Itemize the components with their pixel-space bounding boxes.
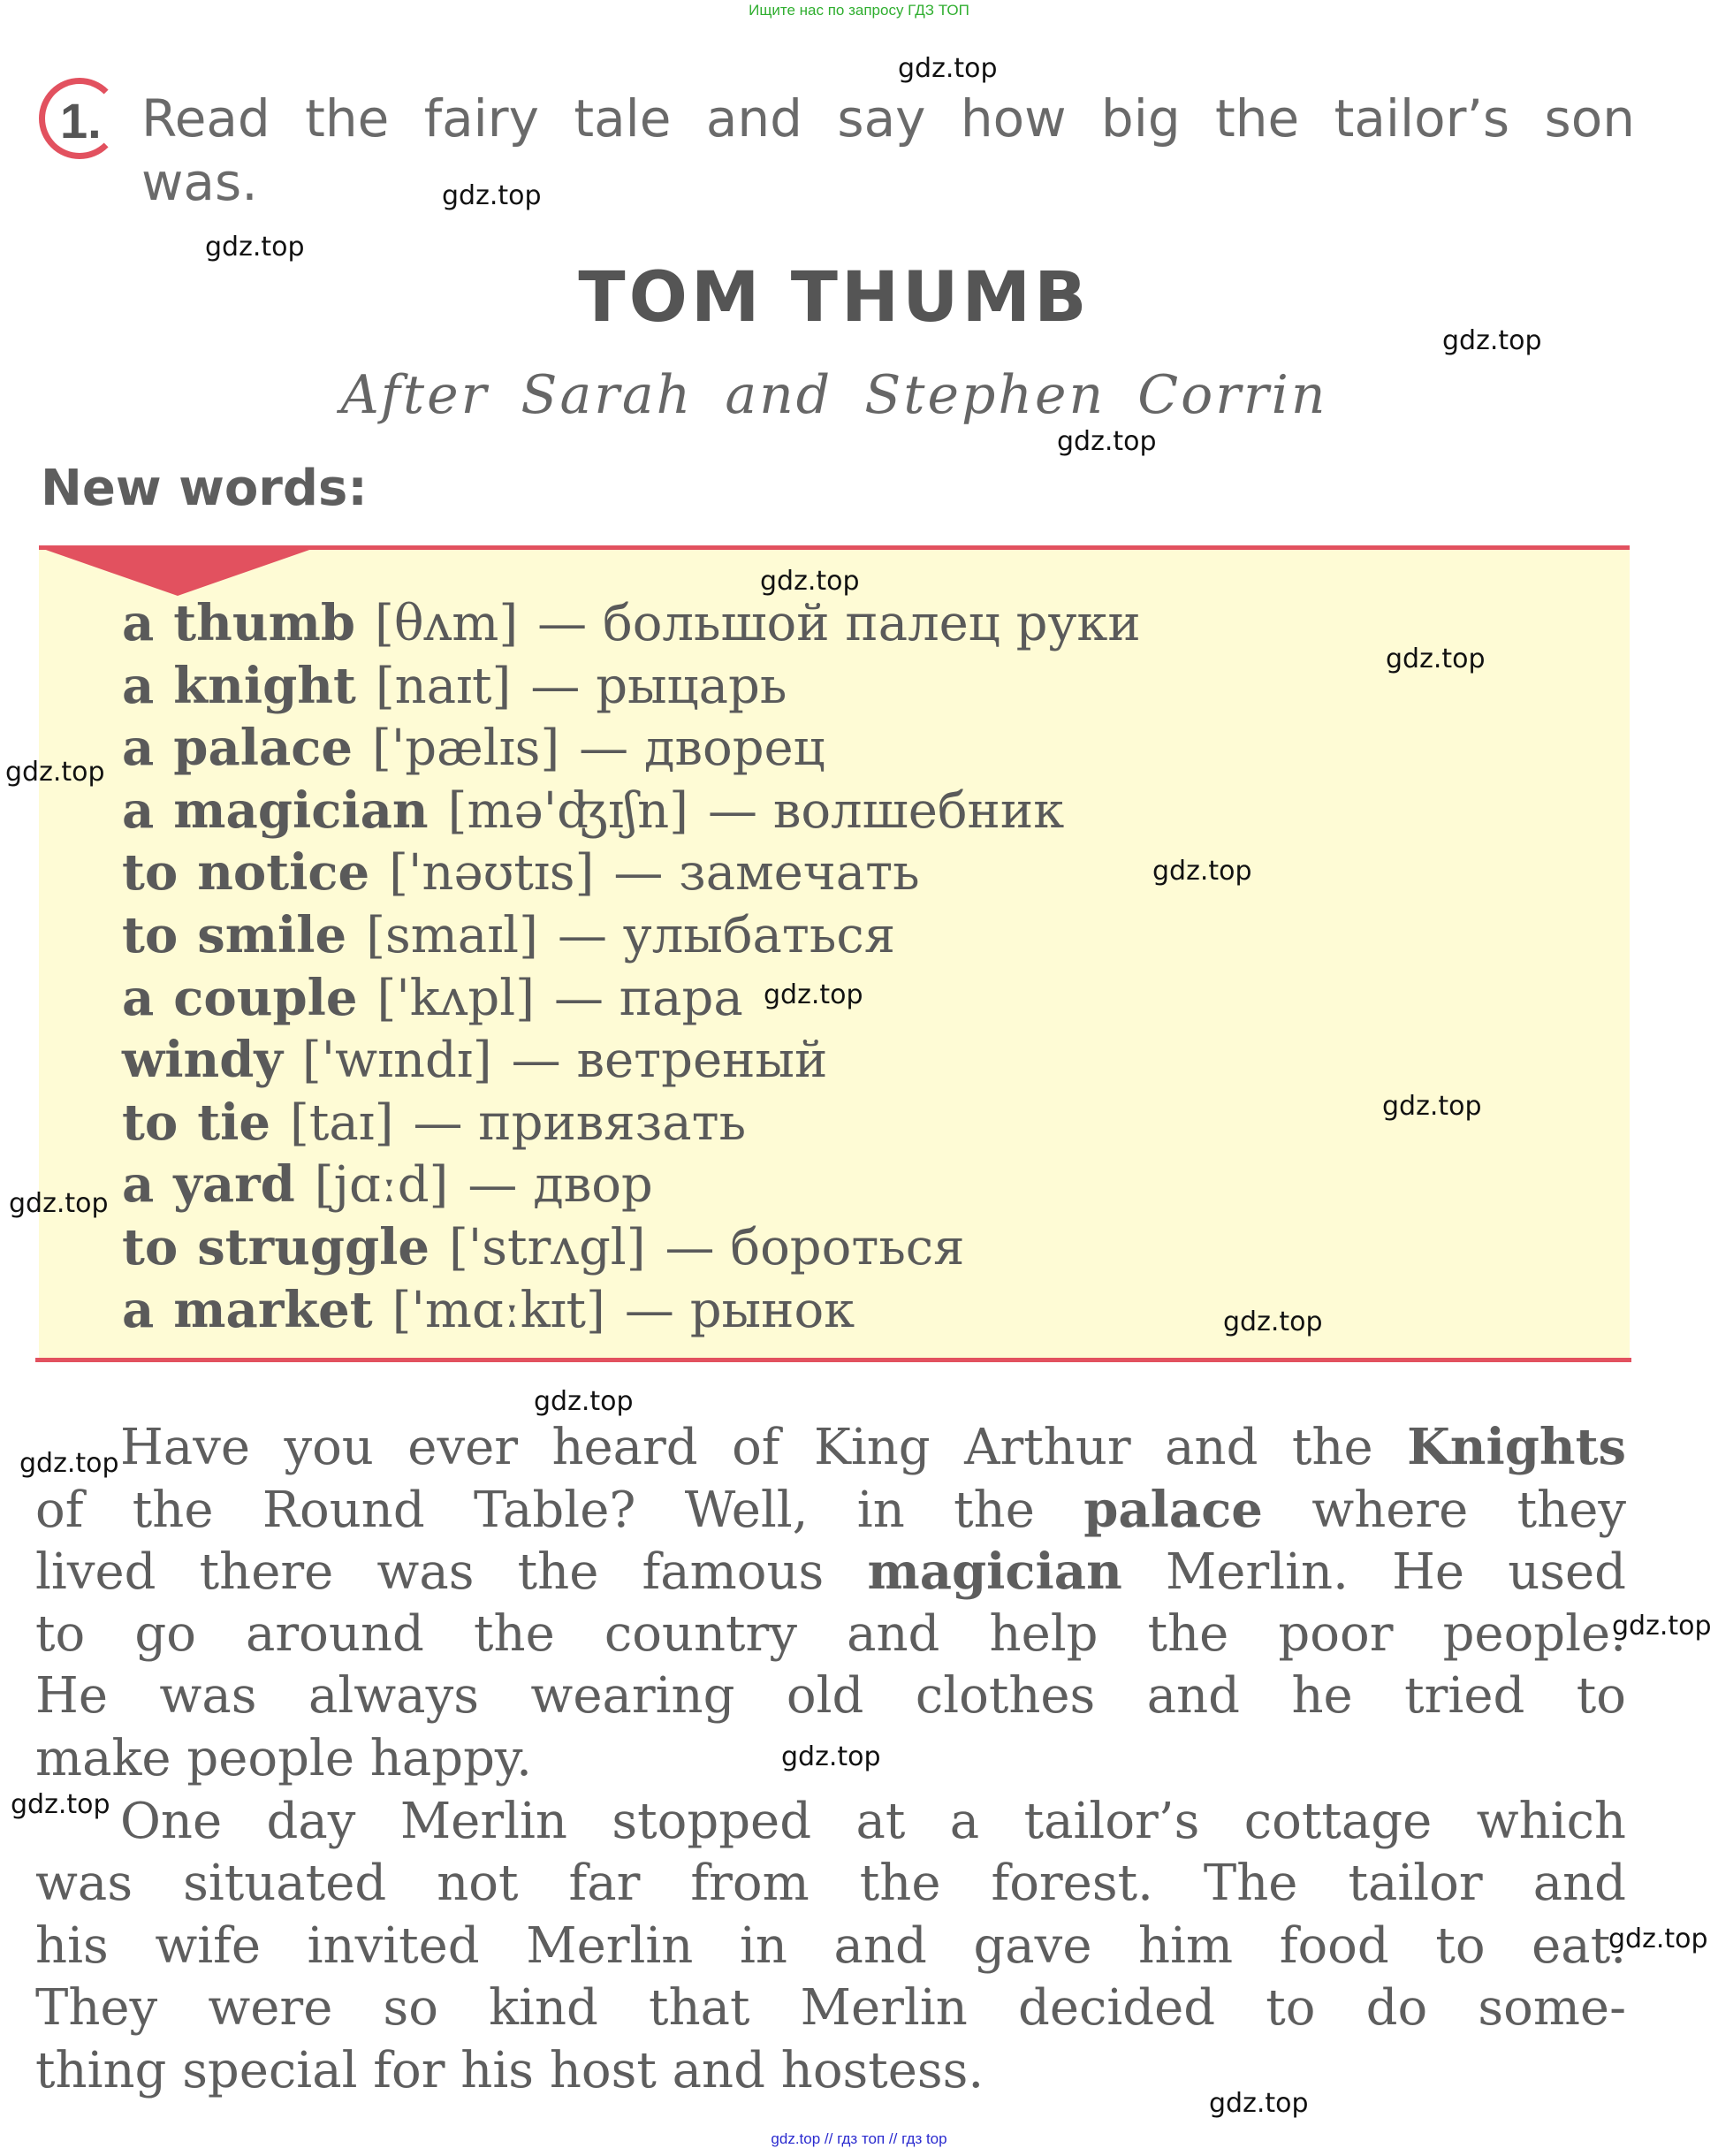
vocab-transcription: [smaɪl]: [366, 906, 538, 964]
vocabulary-item: [122, 1279, 1141, 1342]
story-text-segment: They were so kind that Merlin decided to do some-: [35, 1979, 1626, 2038]
task-instruction-line2: was.: [141, 152, 258, 212]
story-line: [35, 1665, 1626, 1728]
watermark-text: gdz.top: [1442, 325, 1542, 356]
watermark-text: gdz.top: [534, 1386, 634, 1417]
vocab-transcription: ['mɑːkɪt]: [391, 1281, 605, 1339]
vocab-article: a: [122, 1155, 155, 1215]
story-line: [35, 1604, 1626, 1666]
vocab-article: a: [122, 656, 155, 715]
vocab-translation: — двор: [468, 1156, 653, 1215]
vocab-article: to: [122, 1093, 179, 1152]
story-keyword: Knights: [1407, 1418, 1626, 1476]
watermark-text: gdz.top: [19, 1448, 119, 1479]
watermark-text: gdz.top: [1612, 1611, 1712, 1642]
story-line: [35, 1791, 1626, 1854]
story-line: [35, 2040, 1626, 2103]
vocab-translation: — большой палец руки: [537, 595, 1141, 652]
watermark-text: gdz.top: [5, 757, 105, 788]
vocab-transcription: ['wɪndɪ]: [301, 1032, 492, 1090]
story-text-segment: Merlin. He used: [1121, 1543, 1627, 1602]
story-text-segment: to go around the country and help the poor people.: [35, 1604, 1626, 1663]
vocab-word: knight: [173, 656, 356, 715]
watermark-text: gdz.top: [1209, 2088, 1309, 2119]
story-line: [35, 1977, 1626, 2040]
vocab-word: struggle: [197, 1217, 430, 1276]
watermark-text: gdz.top: [205, 232, 305, 263]
vocabulary-item: [122, 904, 1141, 967]
story-text-segment: his wife invited Merlin in and gave him food to eat.: [35, 1916, 1626, 1975]
watermark-text: gdz.top: [898, 53, 998, 84]
vocab-article: to: [122, 905, 179, 964]
vocab-word: magician: [173, 781, 429, 840]
vocab-word: tie: [197, 1093, 270, 1152]
vocab-word: market: [173, 1280, 373, 1339]
story-keyword: palace: [1083, 1480, 1263, 1539]
vocab-translation: — волшебник: [708, 781, 1065, 840]
watermark-text: gdz.top: [781, 1741, 881, 1772]
story-text-segment: He was always wearing old clothes and he tried to: [35, 1667, 1626, 1726]
vocab-translation: — замечать: [613, 844, 920, 903]
story-text-segment: thing special for his host and hostess.: [35, 2041, 984, 2099]
story-text-segment: of the Round Table? Well, in the: [35, 1481, 1084, 1539]
vocab-transcription: [naɪt]: [375, 657, 512, 715]
vocabulary-item: [122, 1029, 1141, 1092]
vocab-article: to: [122, 843, 179, 903]
watermark-text: gdz.top: [11, 1789, 110, 1820]
watermark-text: gdz.top: [1152, 856, 1252, 887]
vocab-translation: — бороться: [665, 1218, 965, 1276]
watermark-text: gdz.top: [9, 1188, 109, 1219]
top-search-note: Ищите нас по запросу ГДЗ ТОП: [749, 2, 969, 19]
vocabulary-item: [122, 655, 1141, 718]
watermark-text: gdz.top: [442, 180, 542, 211]
story-text-segment: where they: [1262, 1481, 1627, 1539]
vocab-translation: — рыцарь: [530, 657, 787, 715]
vocab-word: yard: [173, 1155, 295, 1215]
vocab-transcription: [jɑːd]: [314, 1156, 449, 1215]
vocab-transcription: [mə'ʤɪʃn]: [447, 781, 689, 840]
vocab-translation: — дворец: [579, 720, 825, 778]
vocab-transcription: ['pælɪs]: [372, 720, 560, 778]
task-number: 1.: [60, 93, 102, 149]
story-title: TOM THUMB: [578, 258, 1091, 338]
vocab-article: a: [122, 719, 155, 778]
vocab-transcription: ['strʌgl]: [449, 1218, 646, 1276]
vocab-transcription: ['kʌpl]: [376, 969, 535, 1027]
vocab-word: thumb: [173, 594, 356, 652]
story-line: [35, 1416, 1626, 1479]
vocabulary-item: [122, 592, 1141, 655]
vocabulary-list: [122, 592, 1141, 1341]
vocabulary-item: [122, 1092, 1141, 1154]
story-line: [35, 1479, 1626, 1542]
vocab-translation: — привязать: [413, 1093, 747, 1152]
watermark-text: gdz.top: [1382, 1091, 1482, 1122]
vocab-article: to: [122, 1217, 179, 1276]
vocabulary-item: [122, 717, 1141, 780]
footer-note: gdz.top // гдз топ // гдз top: [771, 2130, 947, 2147]
watermark-text: gdz.top: [1057, 426, 1157, 457]
vocab-translation: — улыбаться: [557, 906, 896, 964]
story-text-segment: make people happy.: [35, 1729, 532, 1787]
story-line: [35, 1916, 1626, 1978]
vocab-article: a: [122, 594, 155, 652]
vocabulary-item: [122, 780, 1141, 842]
watermark-text: gdz.top: [1608, 1924, 1708, 1954]
watermark-text: gdz.top: [760, 566, 860, 597]
story-text-segment: Have you ever heard of King Arthur and the: [120, 1419, 1408, 1476]
vocab-article: a: [122, 1280, 155, 1339]
vocab-translation: — рынок: [624, 1281, 855, 1339]
new-words-heading: New words:: [41, 460, 368, 517]
vocabulary-item: [122, 967, 1141, 1030]
watermark-text: gdz.top: [764, 979, 863, 1010]
vocabulary-item: [122, 1216, 1141, 1279]
vocab-word: notice: [197, 843, 370, 903]
story-line: [35, 1853, 1626, 1916]
watermark-text: gdz.top: [1386, 644, 1486, 674]
story-line: [35, 1541, 1626, 1604]
story-keyword: magician: [867, 1543, 1122, 1602]
vocab-transcription: [taɪ]: [290, 1093, 394, 1152]
task-instruction-line1: Read the fairy tale and say how big the tailor’s son: [141, 88, 1635, 149]
vocab-article: a: [122, 781, 155, 840]
story-text-segment: lived there was the famous: [35, 1543, 868, 1602]
vocab-translation: — пара: [553, 969, 743, 1027]
vocab-transcription: ['nəʊtɪs]: [389, 844, 595, 903]
vocabulary-item: [122, 842, 1141, 904]
vocabulary-item: [122, 1154, 1141, 1216]
vocab-transcription: [θʌm]: [375, 595, 519, 652]
story-text-segment: was situated not far from the forest. The tailor and: [35, 1855, 1626, 1913]
vocabulary-bottom-rule: [35, 1358, 1631, 1362]
vocab-article: a: [122, 968, 155, 1027]
vocab-word: couple: [173, 968, 358, 1027]
story-text-segment: One day Merlin stopped at a tailor’s cottage which: [120, 1792, 1626, 1850]
vocab-word: windy: [122, 1031, 283, 1090]
vocab-word: palace: [173, 719, 353, 778]
vocab-translation: — ветреный: [511, 1032, 828, 1090]
watermark-text: gdz.top: [1223, 1307, 1323, 1337]
story-author: After Sarah and Stephen Corrin: [340, 364, 1328, 426]
vocab-word: smile: [197, 905, 347, 964]
